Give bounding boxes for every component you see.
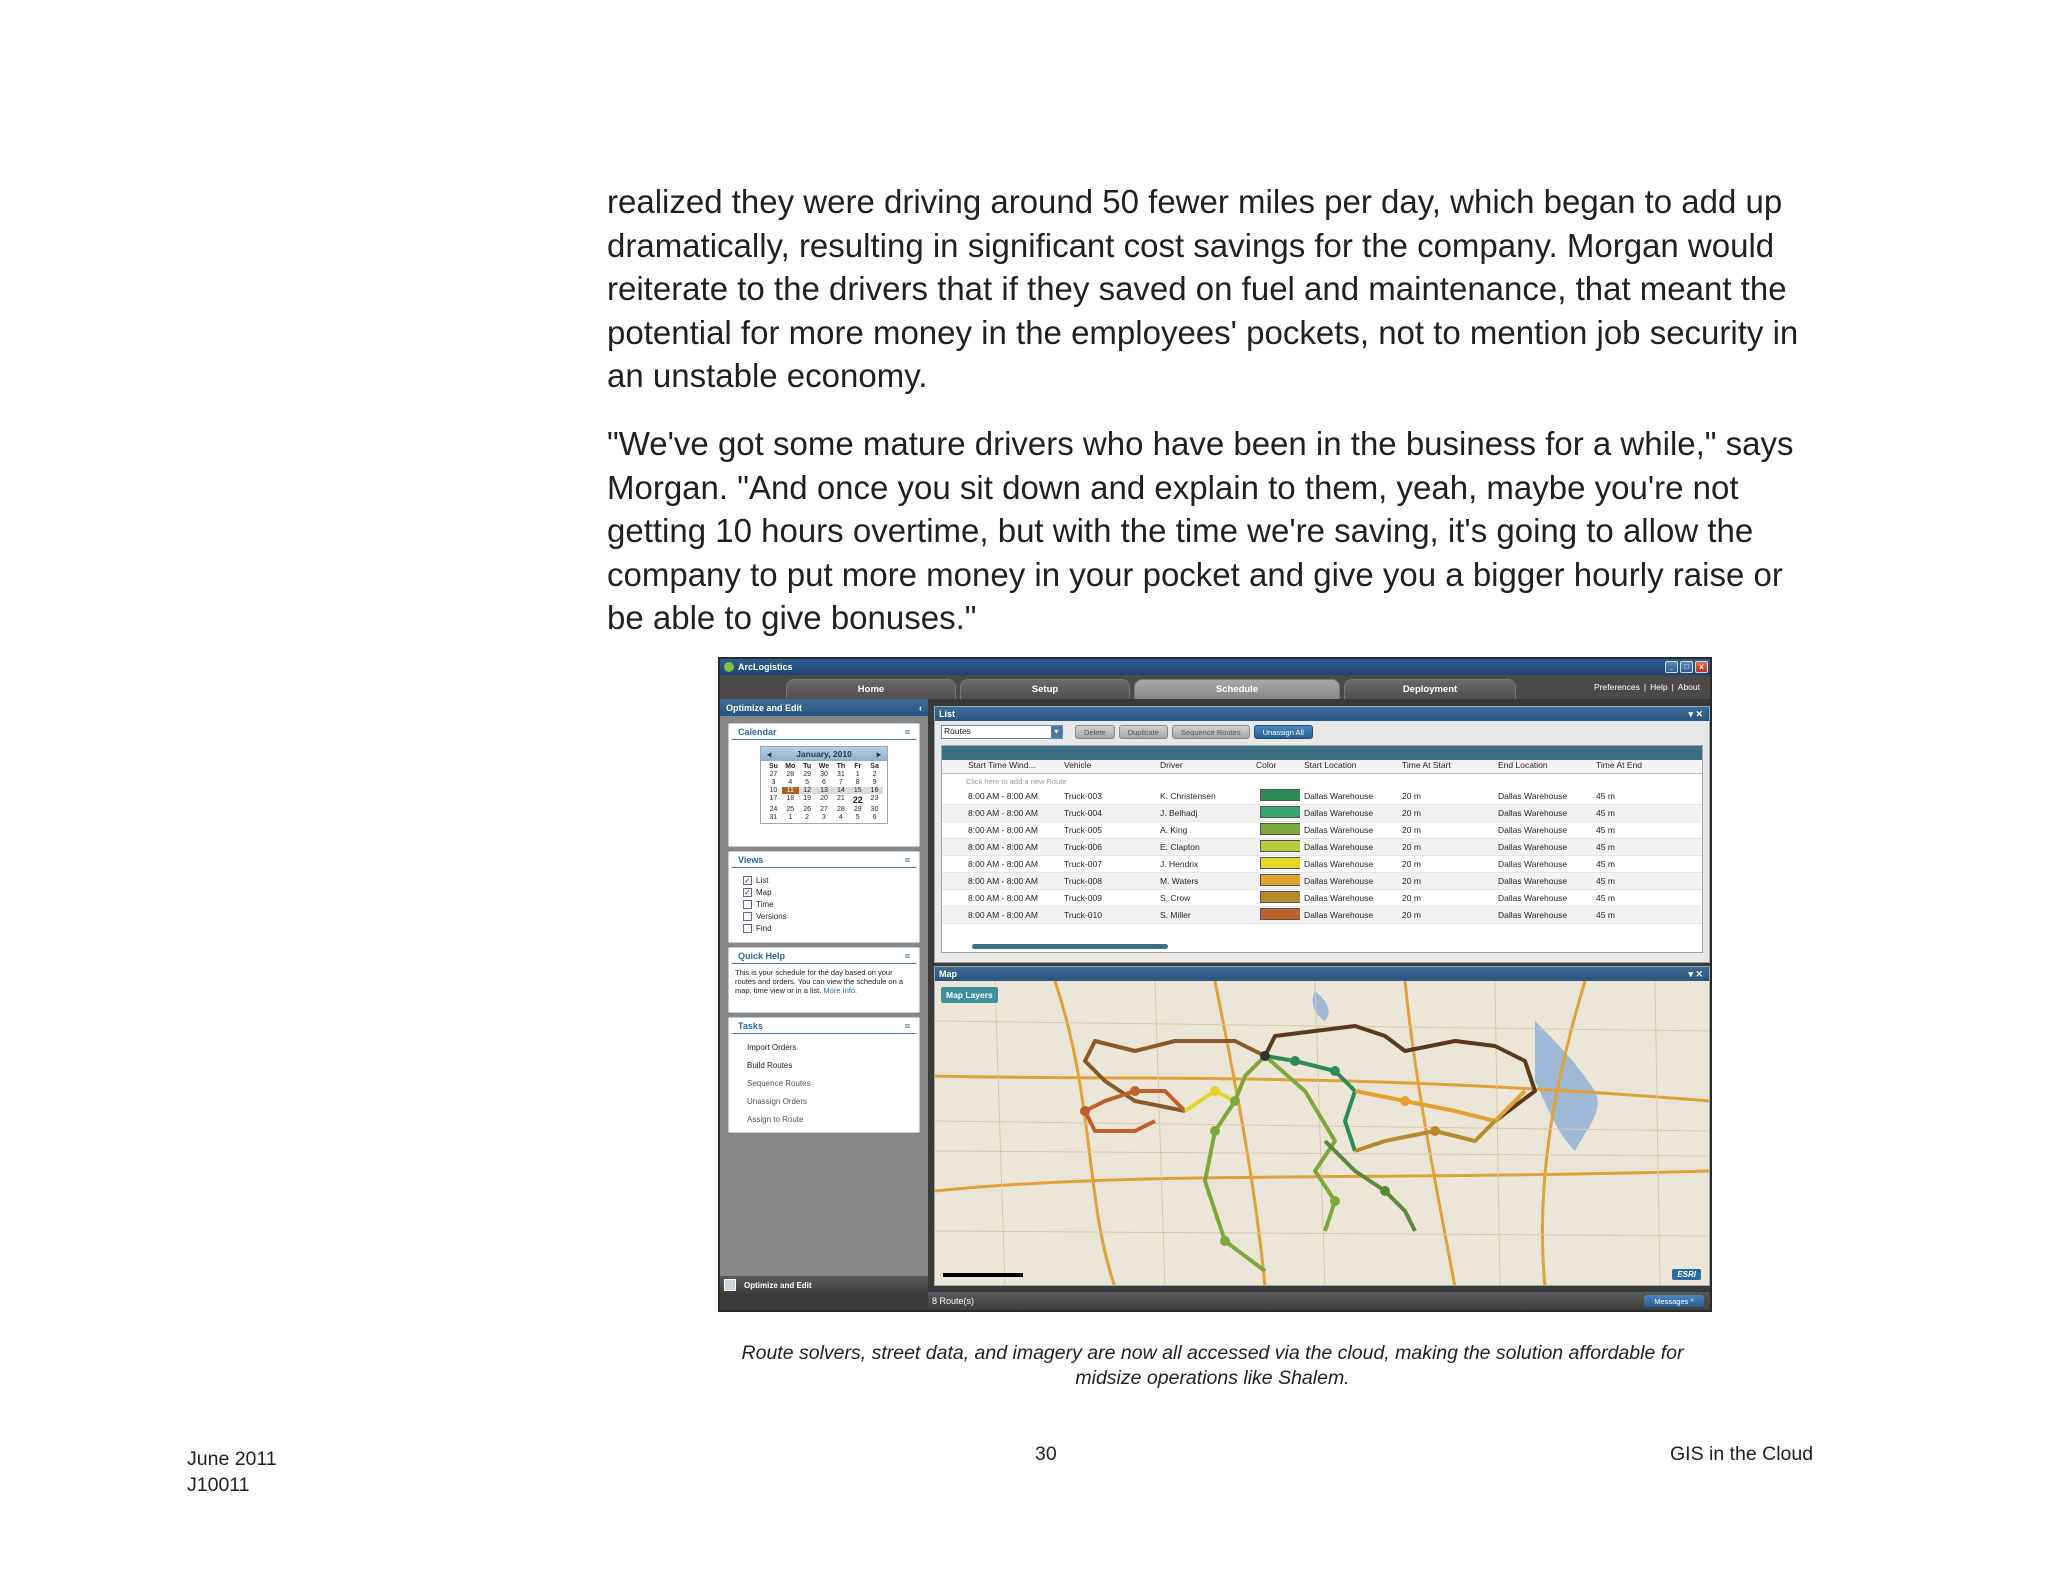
- calendar-day[interactable]: 27: [769, 771, 778, 778]
- table-cell: 45 m: [1596, 893, 1615, 903]
- table-row[interactable]: [942, 890, 1702, 907]
- table-cell: Dallas Warehouse: [1498, 859, 1568, 869]
- calendar-dow: We: [818, 763, 830, 770]
- table-cell: Dallas Warehouse: [1304, 893, 1374, 903]
- table-cell: J. Belhadj: [1160, 808, 1198, 818]
- table-row[interactable]: [942, 805, 1702, 822]
- collapse-icon[interactable]: ‹: [919, 702, 922, 713]
- pane-controls-icon[interactable]: ▾ ✕: [1688, 968, 1703, 979]
- calendar-dow: Fr: [854, 763, 862, 770]
- messages-button[interactable]: Messages ^: [1644, 1295, 1704, 1307]
- calendar-day[interactable]: 27: [820, 806, 828, 813]
- table-row[interactable]: [942, 907, 1702, 924]
- calendar-dow: Sa: [870, 763, 879, 770]
- calendar-month: January, 2010: [796, 749, 852, 759]
- calendar-day[interactable]: 12: [799, 787, 816, 794]
- calendar-day[interactable]: 20: [820, 795, 828, 802]
- checkbox[interactable]: [743, 912, 752, 921]
- prev-month-icon[interactable]: ◂: [767, 748, 772, 759]
- route-color-swatch: [1260, 823, 1300, 835]
- table-cell: 20 m: [1402, 842, 1421, 852]
- link-separator: |: [1671, 682, 1674, 692]
- collapse-chevron-icon[interactable]: ≈: [905, 950, 910, 961]
- column-header[interactable]: End Location: [1498, 760, 1548, 770]
- quick-help-panel: [728, 947, 920, 1013]
- quick-help-panel-title: [732, 948, 916, 964]
- esri-attribution: ESRI: [1672, 1269, 1701, 1280]
- table-cell: 8:00 AM - 8:00 AM: [968, 876, 1038, 886]
- calendar-day[interactable]: 16: [866, 787, 883, 794]
- calendar-day[interactable]: 1: [788, 814, 793, 821]
- help-link[interactable]: Help: [1650, 682, 1668, 692]
- table-cell: Truck-010: [1064, 910, 1102, 920]
- calendar-day[interactable]: 22: [852, 795, 863, 805]
- calendar-day[interactable]: 25: [786, 806, 795, 813]
- figure-caption: Route solvers, street data, and imagery are now all accessed via the cloud, making the solution affordable for midsize operations like Shalem.: [741, 1342, 1684, 1389]
- task-link[interactable]: Assign to Route: [747, 1114, 804, 1124]
- view-option-label: Versions: [756, 911, 787, 921]
- calendar-day[interactable]: 2: [805, 814, 810, 821]
- tab-home[interactable]: Home: [786, 679, 956, 699]
- view-option-label: List: [756, 875, 769, 885]
- table-cell: Dallas Warehouse: [1498, 910, 1568, 920]
- table-cell: 20 m: [1402, 808, 1421, 818]
- calendar-dow: Th: [836, 763, 846, 770]
- route-color-cell: [1252, 840, 1300, 854]
- table-cell: 20 m: [1402, 859, 1421, 869]
- calendar-day[interactable]: 4: [788, 779, 793, 786]
- arclogistics-screenshot: [718, 657, 1712, 1312]
- calendar-day[interactable]: 9: [872, 779, 877, 786]
- calendar-day[interactable]: 23: [870, 795, 879, 802]
- link-separator: |: [1643, 682, 1647, 692]
- body-paragraph-2: "We've got some mature drivers who have been in the business for a while," says Morgan. "And once you sit down and explain to them, yeah, maybe you're not getting 10 hours overtime, but with the time we're saving, it's going to allow the company to put more money in your pocket and give you a bigger hourly raise or be able to give bonuses.": [607, 425, 1794, 636]
- list-toolbar: [935, 721, 1709, 743]
- calendar-day[interactable]: 1: [855, 771, 860, 778]
- views-title: Views: [738, 854, 764, 865]
- about-link[interactable]: About: [1677, 682, 1700, 692]
- table-cell: Truck-007: [1064, 859, 1102, 869]
- tasks-panel-title: [732, 1018, 916, 1034]
- calendar-day[interactable]: 3: [771, 779, 776, 786]
- table-cell: 45 m: [1596, 876, 1615, 886]
- minimize-button[interactable]: _: [1665, 661, 1678, 673]
- table-cell: Truck-003: [1064, 791, 1102, 801]
- tasks-list: [729, 1034, 919, 1128]
- table-cell: 8:00 AM - 8:00 AM: [968, 893, 1038, 903]
- column-header[interactable]: Time At Start: [1402, 760, 1451, 770]
- calendar-day[interactable]: 29: [803, 771, 812, 778]
- column-header[interactable]: Time At End: [1596, 760, 1642, 770]
- table-cell: 45 m: [1596, 859, 1615, 869]
- optimize-icon: [724, 1279, 736, 1291]
- calendar-day[interactable]: 30: [870, 806, 879, 813]
- table-body: [942, 788, 1702, 924]
- table-cell: 8:00 AM - 8:00 AM: [968, 791, 1038, 801]
- footer-title: GIS in the Cloud: [1670, 1443, 1814, 1465]
- sequence-routes-button[interactable]: Sequence Routes: [1172, 725, 1250, 739]
- route-color-swatch: [1260, 874, 1300, 886]
- calendar-day[interactable]: 28: [786, 771, 795, 778]
- table-cell: Dallas Warehouse: [1498, 825, 1568, 835]
- table-cell: Dallas Warehouse: [1304, 808, 1374, 818]
- route-color-swatch: [1260, 857, 1300, 869]
- sidebar-footer[interactable]: [720, 1276, 928, 1294]
- table-header: [942, 760, 1702, 774]
- table-cell: 8:00 AM - 8:00 AM: [968, 808, 1038, 818]
- route-color-cell: [1252, 789, 1300, 803]
- maximize-button[interactable]: □: [1680, 661, 1693, 673]
- table-cell: S. Crow: [1160, 893, 1191, 903]
- calendar-panel: [728, 723, 920, 847]
- footer-left: [187, 1446, 277, 1498]
- page-number: 30: [1035, 1443, 1057, 1465]
- table-cell: 20 m: [1402, 893, 1421, 903]
- list-pane-header: [935, 707, 1709, 721]
- table-cell: Dallas Warehouse: [1304, 842, 1374, 852]
- routes-table: [941, 745, 1703, 953]
- route-color-swatch: [1260, 908, 1300, 920]
- calendar-dow: Mo: [785, 763, 796, 770]
- body-paragraph-1: realized they were driving around 50 fewer miles per day, which began to add up dramatically, resulting in significant cost savings for the company. Morgan would reiterate to the drivers that if they saved on fuel and maintenance, that meant the potential for more money in the employees' pockets, not to mention job security in an unstable economy.: [607, 183, 1799, 394]
- close-button[interactable]: x: [1695, 661, 1708, 673]
- table-cell: Dallas Warehouse: [1498, 842, 1568, 852]
- calendar-day[interactable]: 10: [769, 787, 778, 794]
- table-cell: 8:00 AM - 8:00 AM: [968, 825, 1038, 835]
- table-cell: Dallas Warehouse: [1498, 808, 1568, 818]
- calendar-day[interactable]: 4: [838, 814, 843, 821]
- table-cell: Truck-009: [1064, 893, 1102, 903]
- checkbox[interactable]: ✓: [744, 875, 751, 885]
- list-pane: [934, 706, 1710, 963]
- collapse-chevron-icon[interactable]: ≈: [905, 854, 910, 865]
- calendar-day[interactable]: 11: [782, 787, 799, 794]
- table-row[interactable]: [942, 839, 1702, 856]
- route-color-cell: [1252, 823, 1300, 837]
- view-option[interactable]: [743, 898, 919, 910]
- calendar-day[interactable]: 21: [836, 795, 845, 802]
- route-color-cell: [1252, 857, 1300, 871]
- calendar-day[interactable]: 3: [822, 814, 826, 821]
- column-header[interactable]: Start Time Wind...: [968, 760, 1036, 770]
- top-links: [1594, 682, 1700, 692]
- pane-controls-icon[interactable]: ▾ ✕: [1688, 708, 1703, 719]
- table-cell: 45 m: [1596, 842, 1615, 852]
- calendar-day[interactable]: 31: [769, 814, 778, 821]
- calendar-day[interactable]: 6: [822, 779, 826, 786]
- table-cell: 20 m: [1402, 791, 1421, 801]
- table-cell: J. Hendrix: [1160, 859, 1199, 869]
- quick-help-title: Quick Help: [738, 950, 786, 961]
- table-cell: A. King: [1160, 825, 1188, 835]
- table-cell: 20 m: [1402, 910, 1421, 920]
- calendar-day[interactable]: 15: [849, 787, 866, 794]
- column-header[interactable]: [942, 760, 964, 773]
- calendar-day[interactable]: 29: [853, 806, 862, 813]
- calendar-day[interactable]: 24: [769, 806, 778, 813]
- table-cell: 20 m: [1402, 876, 1421, 886]
- table-row[interactable]: [942, 788, 1702, 805]
- quick-help-body: This is your schedule for the day based on your routes and orders. You can view the schedule on a map, time view or in a list.: [735, 968, 904, 995]
- table-cell: E. Clapton: [1160, 842, 1200, 852]
- calendar-day[interactable]: 8: [855, 779, 860, 786]
- calendar-day[interactable]: 19: [803, 795, 812, 802]
- task-link[interactable]: Sequence Routes: [747, 1078, 811, 1088]
- collapse-chevron-icon[interactable]: ≈: [905, 726, 910, 737]
- calendar-day[interactable]: 5: [855, 814, 860, 821]
- table-group-bar: [942, 746, 1702, 760]
- calendar-day[interactable]: 6: [872, 814, 877, 821]
- calendar-panel-title: [732, 724, 916, 740]
- view-option[interactable]: [743, 886, 919, 898]
- views-panel-title: [732, 852, 916, 868]
- app-logo-icon: [724, 662, 734, 672]
- tab-deployment[interactable]: Deployment: [1344, 679, 1516, 699]
- calendar-dow: Tu: [803, 763, 812, 770]
- table-cell: 45 m: [1596, 825, 1615, 835]
- route-color-swatch: [1260, 806, 1300, 818]
- calendar-day[interactable]: 5: [805, 779, 810, 786]
- map-pane-title: Map: [939, 969, 957, 979]
- column-header[interactable]: Color: [1256, 760, 1277, 770]
- checkbox[interactable]: [743, 900, 752, 909]
- route-map[interactable]: [935, 981, 1710, 1286]
- calendar-grid: [761, 761, 887, 823]
- calendar-day[interactable]: 2: [872, 771, 877, 778]
- table-row[interactable]: [942, 873, 1702, 890]
- table-cell: Truck-006: [1064, 842, 1102, 852]
- table-cell: Truck-008: [1064, 876, 1102, 886]
- list-pane-title: List: [939, 709, 956, 719]
- table-cell: Dallas Warehouse: [1498, 791, 1568, 801]
- calendar-month-header: [761, 747, 887, 761]
- main-nav: [720, 675, 1710, 699]
- route-color-cell: [1252, 891, 1300, 905]
- route-color-cell: [1252, 806, 1300, 820]
- view-option[interactable]: [743, 910, 919, 922]
- sidebar-footer-label: Optimize and Edit: [744, 1280, 812, 1290]
- table-cell: Truck-005: [1064, 825, 1102, 835]
- table-cell: M. Waters: [1160, 876, 1199, 886]
- table-cell: 45 m: [1596, 910, 1615, 920]
- table-cell: Dallas Warehouse: [1304, 859, 1374, 869]
- window-title: ArcLogistics: [738, 662, 793, 672]
- list-type-select[interactable]: Routes ▾: [941, 725, 1063, 739]
- table-cell: Dallas Warehouse: [1304, 910, 1374, 920]
- calendar-day[interactable]: 14: [832, 787, 849, 794]
- route-color-cell: [1252, 874, 1300, 888]
- calendar-day[interactable]: 7: [838, 779, 843, 786]
- tab-setup[interactable]: Setup: [960, 679, 1130, 699]
- view-option[interactable]: [743, 874, 919, 886]
- calendar-day[interactable]: 18: [786, 795, 795, 802]
- table-cell: 45 m: [1596, 791, 1615, 801]
- more-info-link[interactable]: More Info.: [823, 986, 858, 995]
- column-header[interactable]: Vehicle: [1064, 760, 1092, 770]
- route-color-swatch: [1260, 891, 1300, 903]
- checkbox[interactable]: [743, 924, 752, 933]
- map-pane: [934, 966, 1710, 1286]
- table-cell: K. Christensen: [1160, 791, 1216, 801]
- calendar-day[interactable]: 13: [816, 787, 833, 794]
- views-panel: [728, 851, 920, 943]
- checkbox[interactable]: ✓: [744, 887, 751, 897]
- task-link[interactable]: Build Routes: [747, 1060, 793, 1070]
- table-row[interactable]: [942, 822, 1702, 839]
- task-link[interactable]: Import Orders: [747, 1042, 797, 1052]
- footer-code: J10011: [187, 1474, 250, 1496]
- calendar-widget: [760, 746, 888, 824]
- table-cell: 8:00 AM - 8:00 AM: [968, 842, 1038, 852]
- calendar-day[interactable]: 31: [836, 771, 845, 778]
- table-cell: Dallas Warehouse: [1304, 876, 1374, 886]
- view-option-label: Find: [756, 923, 772, 933]
- delete-button[interactable]: Delete: [1075, 725, 1115, 739]
- table-cell: S. Miller: [1160, 910, 1191, 920]
- table-cell: Dallas Warehouse: [1304, 791, 1374, 801]
- table-cell: 20 m: [1402, 825, 1421, 835]
- tasks-title: Tasks: [738, 1020, 763, 1031]
- map-background: [935, 981, 1710, 1286]
- calendar-day[interactable]: 28: [836, 806, 845, 813]
- task-link[interactable]: Unassign Orders: [747, 1096, 808, 1106]
- add-route-row[interactable]: Click here to add a new Route: [966, 776, 1067, 786]
- map-pane-header: [935, 967, 1709, 981]
- calendar-title: Calendar: [738, 726, 777, 737]
- collapse-chevron-icon[interactable]: ≈: [905, 1020, 910, 1031]
- status-bar: [928, 1292, 1712, 1310]
- duplicate-button[interactable]: Duplicate: [1119, 725, 1168, 739]
- view-option[interactable]: [743, 922, 919, 934]
- view-option-label: Time: [756, 899, 774, 909]
- next-month-icon[interactable]: ▸: [876, 748, 881, 759]
- sidebar: [720, 699, 928, 1294]
- table-cell: Dallas Warehouse: [1498, 893, 1568, 903]
- calendar-day[interactable]: 26: [803, 806, 812, 813]
- tab-schedule[interactable]: Schedule: [1134, 679, 1340, 699]
- scale-bar: [943, 1273, 1023, 1277]
- table-cell: Dallas Warehouse: [1304, 825, 1374, 835]
- calendar-day[interactable]: 17: [769, 795, 778, 802]
- table-cell: Dallas Warehouse: [1498, 876, 1568, 886]
- route-count: 8 Route(s): [932, 1296, 975, 1306]
- table-cell: 8:00 AM - 8:00 AM: [968, 859, 1038, 869]
- views-list: [729, 868, 919, 934]
- preferences-link[interactable]: Preferences: [1594, 682, 1640, 692]
- sidebar-title: Optimize and Edit: [726, 702, 803, 713]
- route-color-swatch: [1260, 840, 1300, 852]
- view-option-label: Map: [756, 887, 772, 897]
- calendar-dow: Su: [768, 763, 778, 770]
- map-layers-button[interactable]: Map Layers: [941, 987, 998, 1003]
- tasks-panel: [728, 1017, 920, 1133]
- quick-help-text: [729, 964, 919, 995]
- unassign-all-button[interactable]: Unassign All: [1254, 725, 1313, 739]
- table-cell: Truck-004: [1064, 808, 1102, 818]
- table-cell: 8:00 AM - 8:00 AM: [968, 910, 1038, 920]
- route-color-cell: [1252, 908, 1300, 922]
- calendar-day[interactable]: 30: [820, 771, 828, 778]
- sidebar-header: [720, 699, 928, 716]
- horizontal-scrollbar[interactable]: [972, 944, 1168, 949]
- window-titlebar: [720, 659, 1710, 675]
- column-header[interactable]: Driver: [1160, 760, 1183, 770]
- table-cell: 45 m: [1596, 808, 1615, 818]
- column-header[interactable]: Start Location: [1304, 760, 1357, 770]
- footer-date: June 2011: [187, 1448, 277, 1470]
- table-row[interactable]: [942, 856, 1702, 873]
- route-color-swatch: [1260, 789, 1300, 801]
